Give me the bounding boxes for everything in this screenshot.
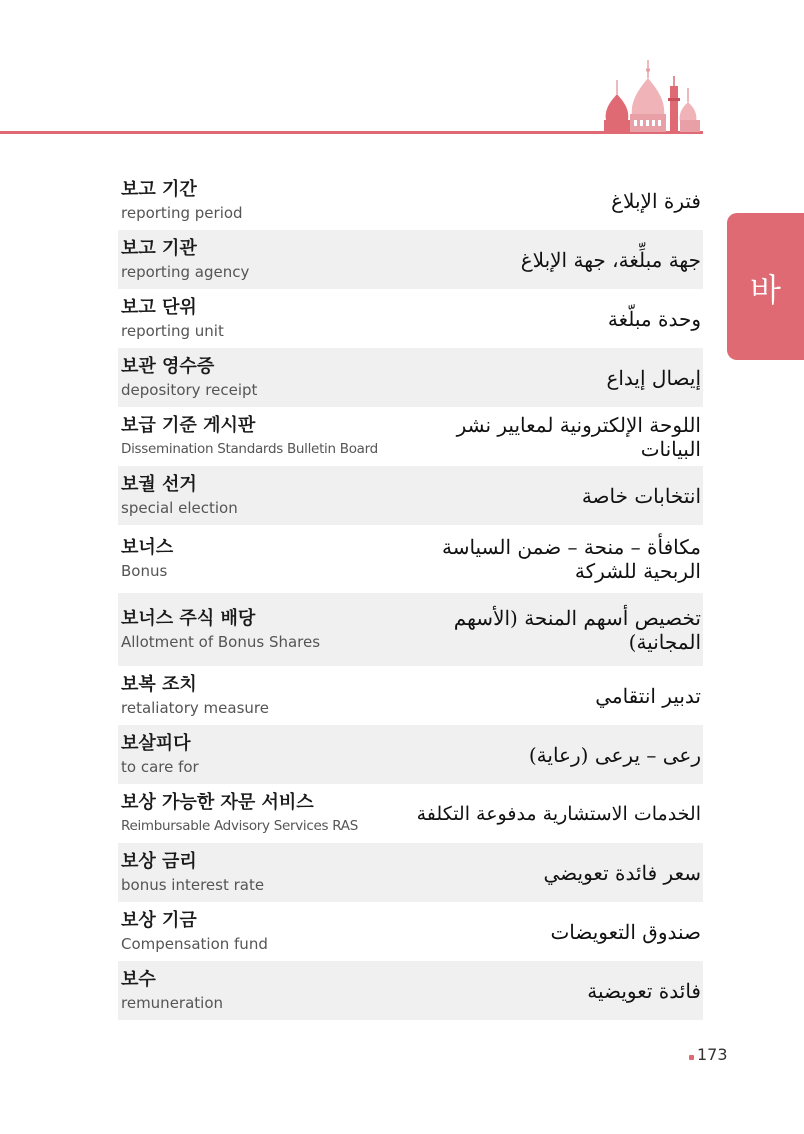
glossary-entry	[118, 525, 703, 593]
english-term: remuneration	[121, 993, 224, 1012]
arabic-term: مكافأة – منحة – ضمن السياسة الربحية للشركة	[441, 535, 701, 583]
glossary-entry	[118, 593, 703, 666]
glossary-entry	[118, 961, 703, 1020]
korean-term: 보상 가능한 자문 서비스	[121, 791, 314, 813]
korean-term: 보고 기관	[121, 237, 197, 259]
glossary-entry	[118, 466, 703, 525]
page-number-text: 173	[697, 1045, 728, 1064]
korean-term: 보고 기간	[121, 179, 197, 200]
arabic-term: رعى – يرعى (رعاية)	[528, 742, 701, 767]
arabic-term: انتخابات خاصة	[581, 483, 701, 508]
glossary-entry	[118, 666, 703, 725]
arabic-term: صندوق التعويضات	[550, 919, 701, 944]
korean-term: 보수	[121, 968, 156, 990]
korean-term: 보살피다	[121, 732, 191, 754]
arabic-term: اللوحة الإلكترونية لمعايير نشر البيانات	[456, 412, 701, 461]
glossary-entry	[118, 784, 703, 843]
english-term: special election	[121, 498, 238, 517]
mosque-illustration	[600, 58, 704, 134]
english-term: retaliatory measure	[121, 698, 269, 717]
glossary-entry	[118, 725, 703, 784]
english-term: Compensation fund	[121, 934, 268, 953]
glossary-entry	[118, 843, 703, 902]
korean-term: 보관 영수증	[121, 355, 215, 377]
korean-term: 보궐 선거	[121, 473, 197, 495]
korean-term: 보급 기준 게시판	[121, 414, 256, 436]
korean-term: 보너스 주식 배당	[121, 607, 256, 629]
korean-term: 보상 기금	[121, 909, 197, 931]
glossary-entry	[118, 230, 703, 289]
korean-term: 보고 단위	[121, 296, 197, 318]
glossary-entry	[118, 407, 703, 466]
english-term: reporting unit	[121, 321, 224, 340]
arabic-term: تدبير انتقامي	[595, 683, 701, 708]
arabic-term: سعر فائدة تعويضي	[543, 860, 701, 885]
glossary-entry	[118, 902, 703, 961]
arabic-term: فائدة تعويضية	[587, 978, 701, 1003]
page-number	[688, 1045, 728, 1064]
glossary-entry	[118, 172, 703, 230]
glossary-entry	[118, 348, 703, 407]
header-rule	[0, 131, 703, 134]
korean-term: 보복 조치	[121, 673, 197, 695]
section-tab[interactable]	[727, 213, 804, 360]
glossary-entry	[118, 289, 703, 348]
english-term: Reimbursable Advisory Services RAS	[121, 817, 358, 834]
arabic-term: تخصيص أسهم المنحة (الأسهم المجانية)	[453, 605, 701, 654]
arabic-term: جهة مبلِّغة، جهة الإبلاغ	[520, 247, 701, 272]
arabic-term: وحدة مبلّغة	[607, 306, 701, 331]
english-term: depository receipt	[121, 380, 258, 399]
english-term: to care for	[121, 757, 199, 776]
english-term: Bonus	[121, 562, 168, 580]
glossary-list	[118, 172, 703, 1020]
arabic-term: الخدمات الاستشارية مدفوعة التكلفة	[416, 802, 701, 825]
english-term: Allotment of Bonus Shares	[121, 632, 321, 651]
english-term: Dissemination Standards Bulletin Board	[121, 440, 378, 457]
section-tab-label: 바	[750, 271, 781, 309]
arabic-term: إيصال إيداع	[606, 365, 701, 390]
arabic-term: فترة الإبلاغ	[611, 189, 701, 213]
english-term: reporting period	[121, 204, 243, 222]
english-term: reporting agency	[121, 262, 250, 281]
english-term: bonus interest rate	[121, 875, 265, 894]
korean-term: 보너스	[121, 537, 174, 558]
korean-term: 보상 금리	[121, 850, 197, 872]
